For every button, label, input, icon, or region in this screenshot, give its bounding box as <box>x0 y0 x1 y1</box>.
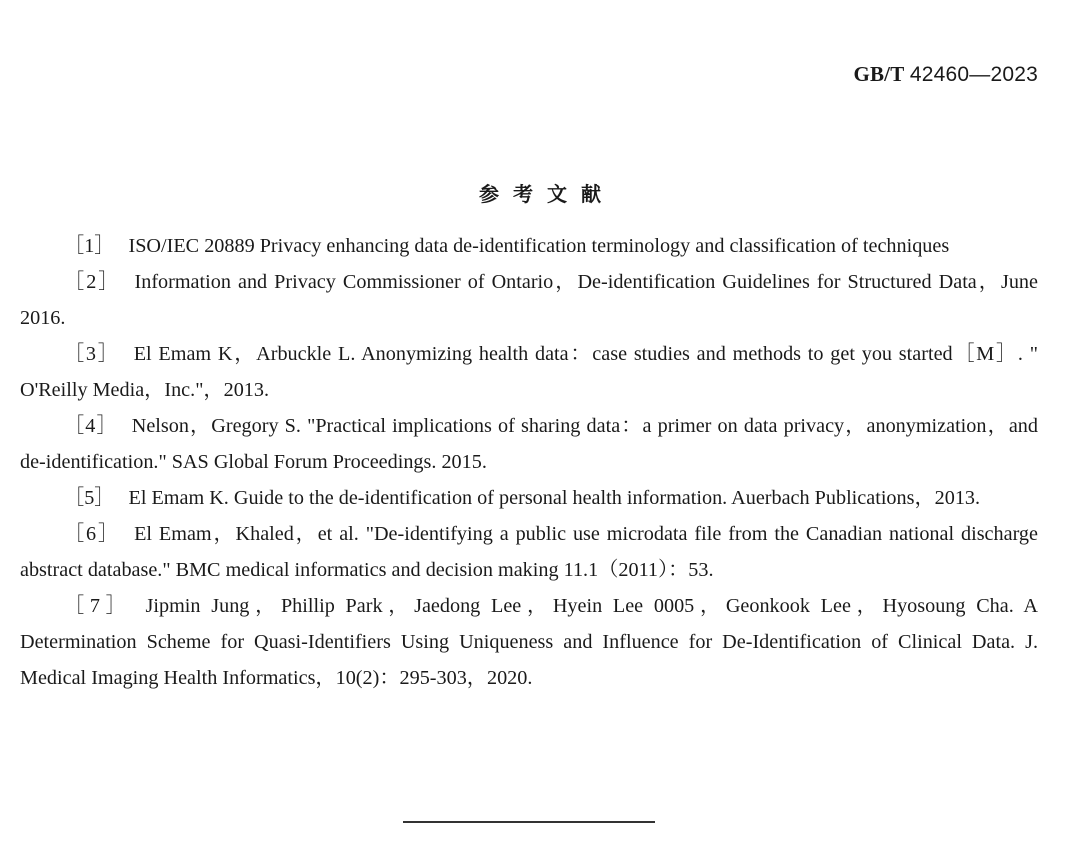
reference-list <box>20 228 1038 696</box>
standard-number-header <box>853 62 1038 87</box>
reference-number: ［7］ <box>64 595 132 617</box>
reference-number: ［2］ <box>64 271 121 293</box>
reference-text: ISO/IEC 20889 Privacy enhancing data de-identification terminology and classification of techniques <box>128 235 950 257</box>
reference-text: El Emam K，Arbuckle L. Anonymizing health data：case studies and methods to get you started［M］. " O'Reilly Media，Inc."，2013. <box>20 343 1038 401</box>
reference-item-2 <box>20 264 1038 336</box>
reference-item-6 <box>20 516 1038 588</box>
reference-item-4 <box>20 408 1038 480</box>
reference-number: ［3］ <box>64 343 120 365</box>
end-of-document-rule <box>403 821 655 823</box>
reference-text: El Emam K. Guide to the de-identification of personal health information. Auerbach Publications，2013. <box>128 487 981 509</box>
standard-code: GB/T <box>853 62 905 86</box>
standard-number: 42460—2023 <box>909 63 1038 86</box>
reference-number: ［1］ <box>64 235 115 257</box>
reference-text: Jipmin Jung，Phillip Park，Jaedong Lee，Hyein Lee 0005，Geonkook Lee，Hyosoung Cha. A Determination Scheme for Quasi-Identifiers Using Uniqueness and Influence for De-Identification of Clinical Data. J. Medical Imaging Health Informatics，10(2)：295-303，2020. <box>20 595 1038 689</box>
reference-number: ［6］ <box>64 523 121 545</box>
reference-number: ［5］ <box>64 487 115 509</box>
reference-item-1 <box>20 228 1038 264</box>
reference-text: Nelson，Gregory S. "Practical implications of sharing data：a primer on data privacy，anonymization，and de-identification." SAS Global Forum Proceedings. 2015. <box>20 415 1038 473</box>
reference-item-7 <box>20 588 1038 696</box>
reference-text: El Emam，Khaled，et al. "De-identifying a public use microdata file from the Canadian national discharge abstract database." BMC medical informatics and decision making 11.1（2011）：53. <box>20 523 1038 581</box>
reference-number: ［4］ <box>64 415 118 437</box>
reference-text: Information and Privacy Commissioner of Ontario，De-identification Guidelines for Structured Data，June 2016. <box>20 271 1038 329</box>
bibliography-title: 参考文献 <box>479 182 615 206</box>
reference-item-5 <box>20 480 1038 516</box>
reference-item-3 <box>20 336 1038 408</box>
